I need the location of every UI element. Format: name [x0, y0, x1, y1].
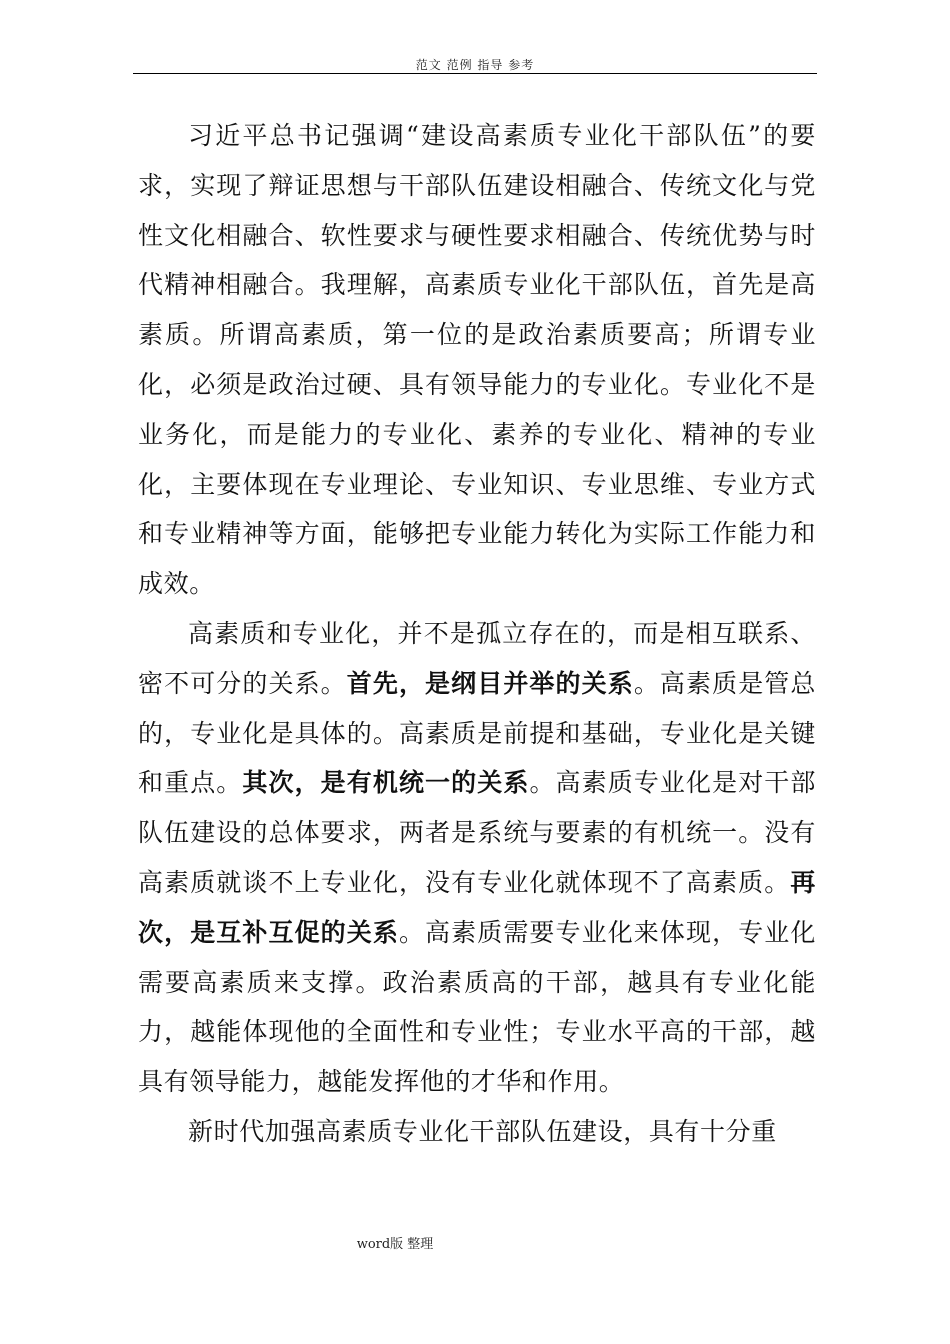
paragraph-2: [138, 609, 816, 1107]
page-footer: word版 整理: [356, 1237, 434, 1252]
paragraph-text: 新时代加强高素质专业化干部队伍建设，具有十分重: [188, 1116, 777, 1146]
page-header: 范文 范例 指导 参考: [415, 58, 535, 72]
paragraph-1: [138, 111, 816, 609]
header-divider: [133, 73, 817, 74]
paragraph-text: 。高素质需要专业化来体现，专业化需要高素质来支撑。政治素质高的干部，越具有专业化能力，越能体现他的全面性和专业性；专业水平高的干部，越具有领导能力，越能发挥他的才华和作用。: [138, 917, 816, 1097]
paragraph-3: [138, 1107, 816, 1157]
document-body: [138, 111, 816, 1157]
paragraph-text: 习近平总书记强调“建设高素质专业化干部队伍”的要求，实现了辩证思想与干部队伍建设相融合、传统文化与党性文化相融合、软性要求与硬性要求相融合、传统优势与时代精神相融合。我理解，高素质专业化干部队伍，首先是高素质。所谓高素质，第一位的是政治素质要高；所谓专业化，必须是政治过硬、具有领导能力的专业化。专业化不是业务化，而是能力的专业化、素养的专业化、精神的专业化，主要体现在专业理论、专业知识、专业思维、专业方式和专业精神等方面，能够把专业能力转化为实际工作能力和成效。: [138, 121, 816, 599]
bold-heading-first: 首先，是纲目并举的关系: [346, 668, 634, 698]
bold-heading-third: 再次，是互补互促的关系: [138, 867, 816, 947]
paragraph-text: 。高素质专业化是对干部队伍建设的总体要求，两者是系统与要素的有机统一。没有高素质就谈不上专业化，没有专业化就体现不了高素质。: [138, 768, 816, 897]
paragraph-text: 。高素质是管总的，专业化是具体的。高素质是前提和基础，专业化是关键和重点。: [138, 668, 816, 798]
paragraph-text: 高素质和专业化，并不是孤立存在的，而是相互联系、密不可分的关系。: [138, 618, 816, 698]
bold-heading-second: 其次，是有机统一的关系: [242, 768, 530, 798]
